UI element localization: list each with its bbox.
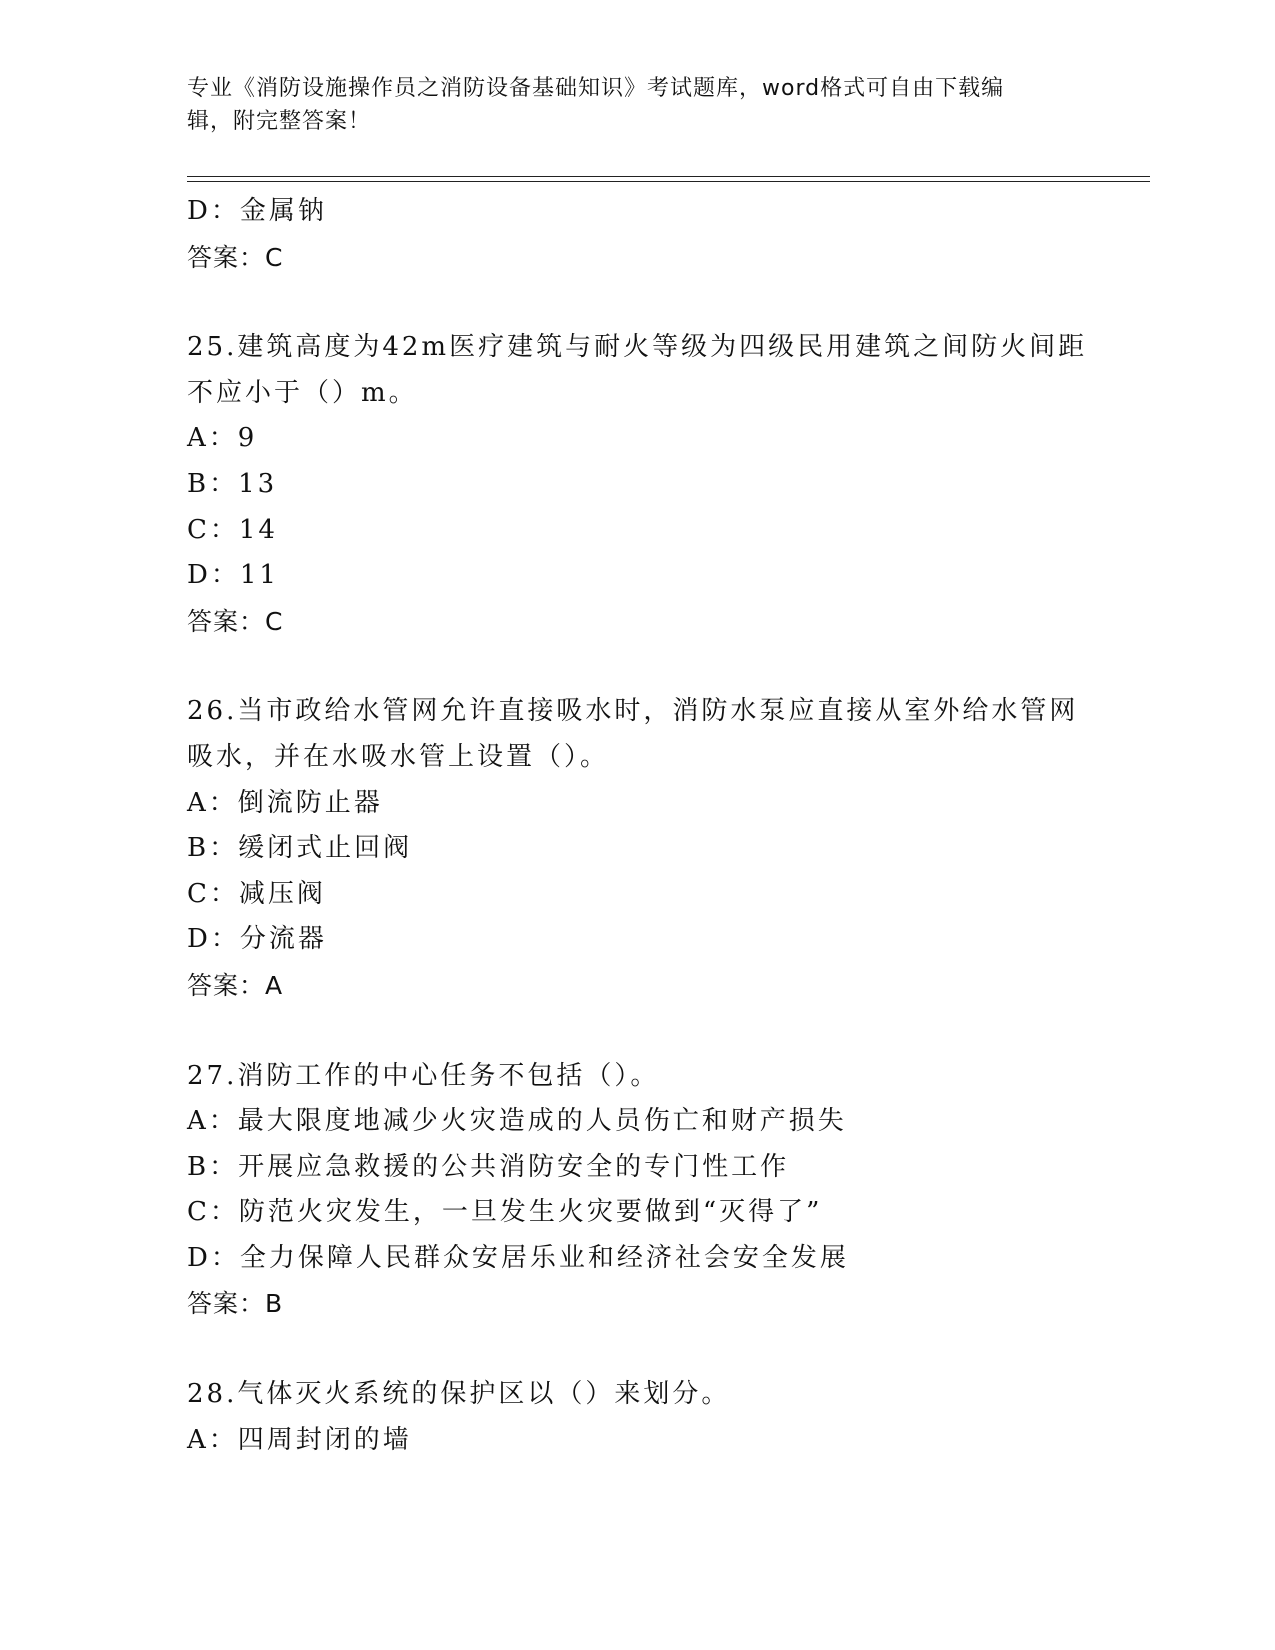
spacer bbox=[187, 644, 1087, 689]
question-25-option-b: B：13 bbox=[187, 468, 278, 499]
question-27-option-d: D：全力保障人民群众安居乐业和经济社会安全发展 bbox=[187, 1242, 849, 1273]
question-26-option-c: C：减压阀 bbox=[187, 878, 326, 909]
question-26-stem-line-2: 吸水，并在水吸水管上设置（）。 bbox=[187, 741, 610, 772]
question-content bbox=[187, 189, 1087, 1463]
question-25-answer: 答案：C bbox=[187, 606, 284, 636]
spacer bbox=[187, 280, 1087, 325]
answer: 答案：C bbox=[187, 242, 284, 272]
question-27-option-a: A：最大限度地减少火灾造成的人员伤亡和财产损失 bbox=[187, 1106, 847, 1137]
question-27-answer: 答案：B bbox=[187, 1289, 284, 1319]
header-line-1: 专业《消防设施操作员之消防设备基础知识》考试题库，word格式可自由下载编 bbox=[187, 76, 1005, 101]
question-26-option-b: B：缓闭式止回阀 bbox=[187, 833, 413, 864]
header-line-2: 辑，附完整答案！ bbox=[187, 109, 372, 134]
option-d: D：金属钠 bbox=[187, 196, 327, 226]
question-26-answer: 答案：A bbox=[187, 970, 284, 1000]
question-25-option-d: D：11 bbox=[187, 560, 279, 591]
header-divider-top bbox=[187, 176, 1150, 177]
question-26-option-a: A：倒流防止器 bbox=[187, 787, 383, 818]
header-divider-bottom bbox=[187, 181, 1150, 182]
spacer bbox=[187, 1009, 1087, 1054]
question-28-option-a: A：四周封闭的墙 bbox=[187, 1424, 412, 1455]
question-27-option-b: B：开展应急救援的公共消防安全的专门性工作 bbox=[187, 1151, 790, 1182]
question-27-stem: 27.消防工作的中心任务不包括（）。 bbox=[187, 1060, 660, 1091]
question-27-option-c: C：防范火灾发生，一旦发生火灾要做到“灭得了” bbox=[187, 1197, 823, 1228]
question-25-stem-line-2: 不应小于（）m。 bbox=[187, 377, 418, 408]
question-28-stem: 28.气体灭火系统的保护区以（）来划分。 bbox=[187, 1379, 731, 1410]
question-25-stem-line-1: 25.建筑高度为42m医疗建筑与耐火等级为四级民用建筑之间防火间距 bbox=[187, 332, 1088, 363]
spacer bbox=[187, 1327, 1087, 1372]
question-26-option-d: D：分流器 bbox=[187, 924, 327, 955]
question-26-stem-line-1: 26.当市政给水管网允许直接吸水时，消防水泵应直接从室外给水管网 bbox=[187, 696, 1079, 727]
question-25-option-c: C：14 bbox=[187, 514, 278, 545]
page-header bbox=[187, 72, 1087, 138]
question-25-option-a: A：9 bbox=[187, 423, 258, 454]
